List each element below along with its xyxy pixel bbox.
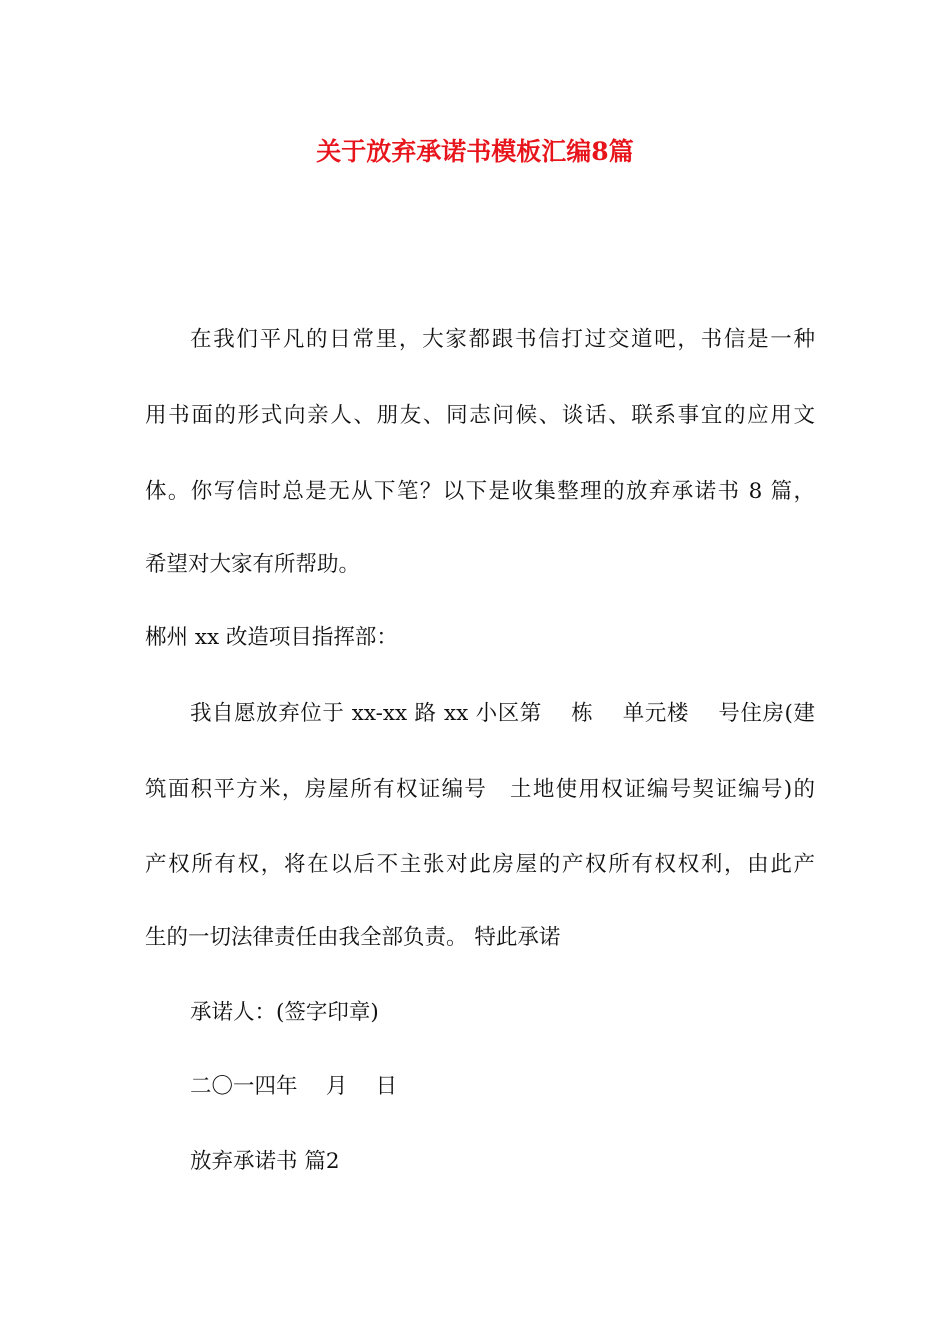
section-heading: 放弃承诺书 篇2 bbox=[190, 1149, 340, 1174]
addressee-line: 郴州 xx 改造项目指挥部： bbox=[145, 625, 398, 650]
document-title: 关于放弃承诺书模板汇编8篇 bbox=[316, 137, 634, 166]
intro-line-4: 希望对大家有所帮助。 bbox=[145, 552, 361, 577]
signatory-line: 承诺人：(签字印章) bbox=[190, 1000, 379, 1025]
body-line-1: 我自愿放弃位于 xx-xx 路 xx 小区第 栋 单元楼 号住房(建 bbox=[190, 701, 815, 726]
date-line: 二〇一四年 月 日 bbox=[190, 1074, 398, 1099]
intro-line-3: 体。你写信时总是无从下笔？以下是收集整理的放弃承诺书 8 篇， bbox=[145, 479, 815, 504]
intro-line-1: 在我们平凡的日常里，大家都跟书信打过交道吧，书信是一种 bbox=[190, 327, 815, 352]
body-line-2: 筑面积平方米，房屋所有权证编号 土地使用权证编号契证编号)的 bbox=[145, 777, 815, 802]
intro-line-2: 用书面的形式向亲人、朋友、同志问候、谈话、联系事宜的应用文 bbox=[145, 403, 815, 428]
body-line-3: 产权所有权，将在以后不主张对此房屋的产权所有权权利，由此产 bbox=[145, 852, 815, 877]
body-line-4: 生的一切法律责任由我全部负责。 特此承诺 bbox=[145, 925, 561, 950]
